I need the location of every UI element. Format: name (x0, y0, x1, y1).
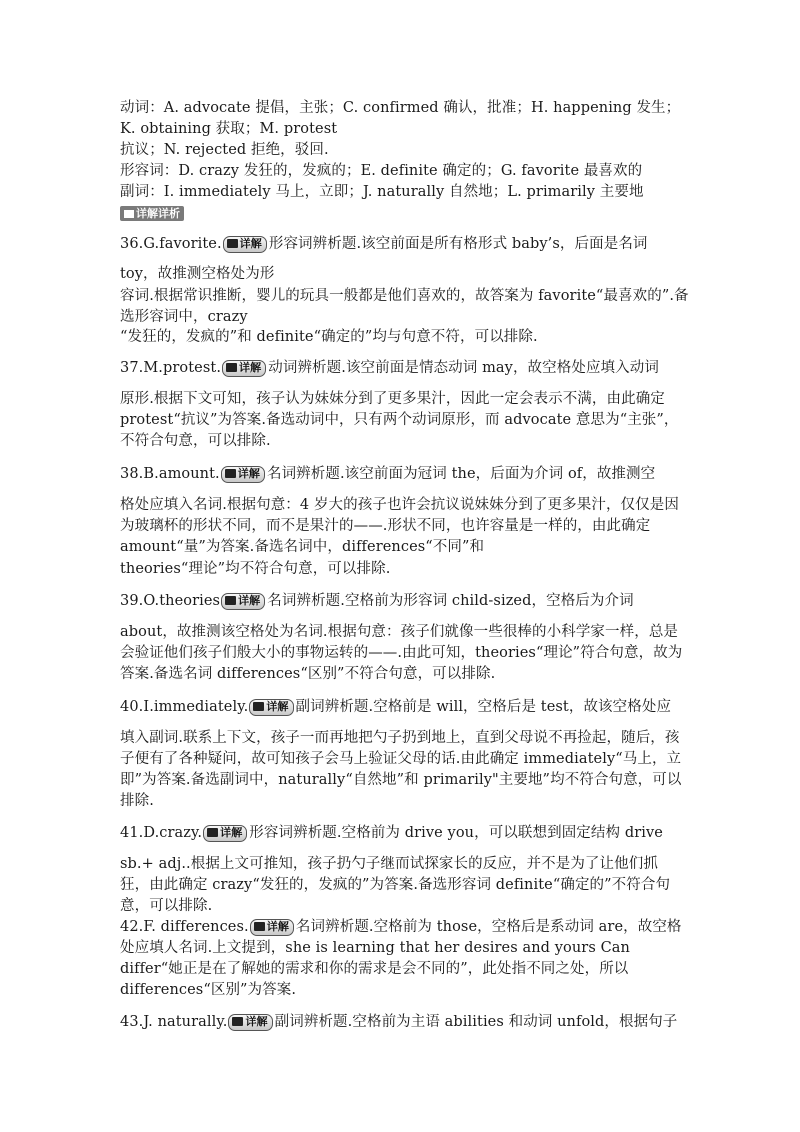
book-icon (225, 469, 236, 478)
detail-badge: 详解 (203, 825, 247, 842)
answer-37-number: 37.M.protest. (120, 360, 222, 376)
book-icon (227, 239, 238, 248)
vocab-verbs-line-1: 动词：A. advocate 提倡，主张；C. confirmed 确认，批准；H. happening 发生； (120, 100, 681, 116)
book-icon (253, 702, 264, 711)
answer-41-line-1 (120, 823, 663, 843)
answer-43-number: 43.J. naturally. (120, 1014, 228, 1030)
answer-36-line-4: “发狂的，发疯的”和 definite“确定的”均与句意不符，可以排除. (120, 329, 538, 345)
answer-40-para: 填入副词.联系上下文，孩子一而再地把勺子扔到地上，直到父母说不再捡起，随后，孩子便有了各种疑问，故可知孩子会马上验证父母的话.由此确定 immediately“马上，立即”为答案.备选副词中，naturally“自然地”和 primarily"主要地”均不符合句意，可以排除. (120, 730, 682, 809)
answer-39-number: 39.O.theories (120, 593, 221, 609)
answer-37-text: 动词辨析题.该空前面是情态动词 may，故空格处应填入动词 (268, 360, 659, 376)
answer-37-line-1 (120, 358, 659, 378)
book-icon (254, 922, 265, 931)
vocab-adjectives-line: 形容词：D. crazy 发狂的，发疯的；E. definite 确定的；G. favorite 最喜欢的 (120, 163, 643, 179)
answer-38-para: 格处应填入名词.根据句意：4 岁大的孩子也许会抗议说妹妹分到了更多果汁，仅仅是因为玻璃杯的形状不同，而不是果汁的——.形状不同，也许容量是一样的，由此确定 amount“量”为答案.备选名词中，differences“不同”和 (120, 497, 679, 555)
detail-badge: 详解 (250, 919, 294, 936)
answer-41-para: sb.+ adj..根据上文可推知，孩子扔勺子继而试探家长的反应，并不是为了让他们抓狂，由此确定 crazy“发狂的，发疯的”为答案.备选形容词 definite“确定的”不符合句意，可以排除. (120, 856, 671, 914)
detail-badge: 详解 (221, 593, 265, 610)
answer-38-line-1 (120, 464, 655, 484)
answer-42-text: 名词辨析题.空格前为 those，空格后是系动词 are，故空格处应填人名词.上文提到，she is learning that her desires and yours Can differ“她正是在了解她的需求和你的需求是会不同的”，此处指不同之处，所以 differences“区别”为答案. (120, 919, 682, 998)
answer-38-text: 名词辨析题.该空前面为冠词 the，后面为介词 of，故推测空 (266, 466, 656, 482)
answer-36-line-1 (120, 234, 648, 254)
answer-40-line-1 (120, 697, 671, 717)
book-icon (226, 363, 237, 372)
answer-43-text: 副词辨析题.空格前为主语 abilities 和动词 unfold，根据句子 (274, 1014, 678, 1030)
book-icon (207, 828, 218, 837)
answer-37-para: 原形.根据下文可知，孩子认为妹妹分到了更多果汁，因此一定会表示不满，由此确定 protest“抗议”为答案.备选动词中，只有两个动词原形，而 advocate 意思为“主张”，不符合句意，可以排除. (120, 391, 679, 449)
detail-badge: 详解 (228, 1014, 272, 1031)
answer-40-text: 副词辨析题.空格前是 will，空格后是 test，故该空格处应 (295, 699, 672, 715)
detail-badge: 详解 (222, 360, 266, 377)
answer-36-number: 36.G.favorite. (120, 236, 222, 252)
answer-36-line-2: toy，故推测空格处为形 (120, 266, 275, 282)
detail-badge: 详解 (221, 466, 265, 483)
vocab-adverbs-line: 副词：I. immediately 马上，立即；J. naturally 自然地；L. primarily 主要地 (120, 184, 644, 200)
answer-41-number: 41.D.crazy. (120, 825, 203, 841)
vocab-verbs-line-2: K. obtaining 获取；M. protest (120, 121, 338, 137)
answer-42-number: 42.F. differences. (120, 919, 249, 935)
section-badge-detailed-analysis: 详解详析 (120, 206, 184, 221)
detail-badge: 详解 (249, 699, 293, 716)
answer-39-line-1 (120, 591, 634, 611)
detail-badge: 详解 (223, 236, 267, 253)
answer-40-number: 40.I.immediately. (120, 699, 249, 715)
book-icon (225, 596, 236, 605)
vocab-verbs-line-3: 抗议；N. rejected 拒绝，驳回. (120, 142, 329, 158)
answer-38-line-last: theories“理论”均不符合句意，可以排除. (120, 561, 391, 577)
answer-39-para: about，故推测该空格处为名词.根据句意：孩子们就像一些很棒的小科学家一样，总是会验证他们孩子们般大小的事物运转的——.由此可知，theories“理论”符合句意，故为答案.备选名词 differences“区别”不符合句意，可以排除. (120, 624, 683, 682)
answer-36-text: 形容词辨析题.该空前面是所有格形式 baby’s，后面是名词 (268, 236, 648, 252)
answer-41-text: 形容词辨析题.空格前为 drive you，可以联想到固定结构 drive (249, 825, 663, 841)
answer-39-text: 名词辨析题.空格前为形容词 child-sized，空格后为介词 (267, 593, 634, 609)
answer-43-line-1 (120, 1012, 677, 1032)
book-icon (124, 210, 134, 218)
answer-42-para (120, 917, 683, 1001)
book-icon (232, 1017, 243, 1026)
answer-36-line-3: 容词.根据常识推断，婴儿的玩具一般都是他们喜欢的，故答案为 favorite“最喜欢的”.备选形容词中，crazy (120, 288, 689, 325)
answer-38-number: 38.B.amount. (120, 466, 220, 482)
